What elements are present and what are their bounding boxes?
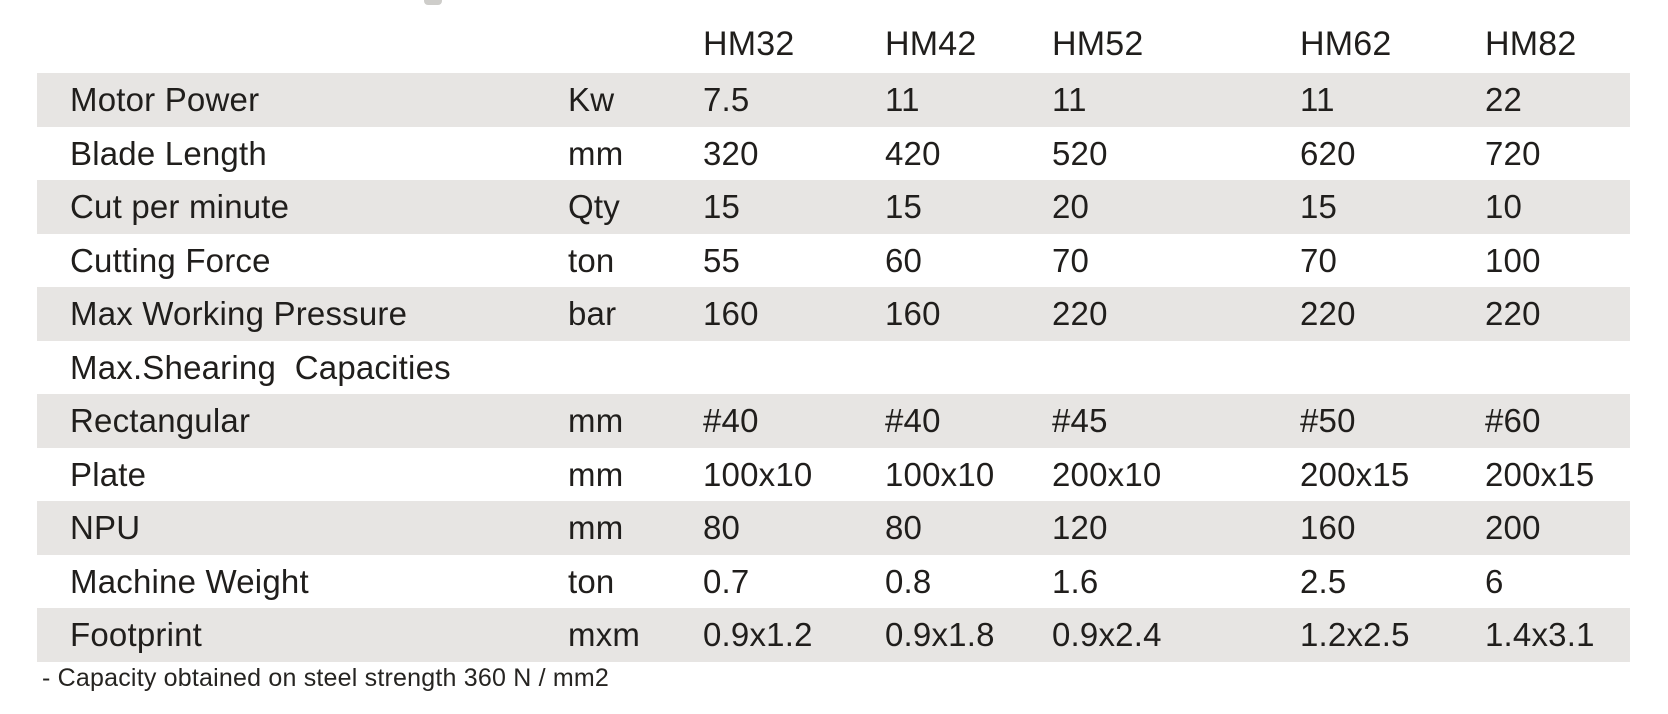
cell-value: 6 (1485, 562, 1504, 600)
cell-value: 220 (1485, 295, 1541, 333)
row-label: Footprint (70, 616, 203, 654)
table-row-cutting-force (37, 234, 1630, 288)
table-row-machine-weight (37, 555, 1630, 609)
table-row-max-working-pressure (37, 287, 1630, 341)
row-label: Cut per minute (70, 188, 290, 226)
row-unit: mm (568, 402, 624, 440)
table-row-npu (37, 501, 1630, 555)
column-header-hm32: HM32 (703, 25, 795, 63)
cell-value: #40 (885, 402, 941, 440)
cell-value: 420 (885, 134, 941, 172)
row-unit: ton (568, 241, 615, 279)
cell-value: 620 (1300, 134, 1356, 172)
cell-value: 1.4x3.1 (1485, 616, 1595, 654)
row-label: Blade Length (70, 134, 267, 172)
cell-value: #50 (1300, 402, 1356, 440)
cell-value: 1.2x2.5 (1300, 616, 1410, 654)
column-header-hm42: HM42 (885, 25, 977, 63)
cell-value: 1.6 (1052, 562, 1099, 600)
cell-value: 7.5 (703, 81, 750, 119)
cell-value: 80 (885, 509, 923, 547)
cell-value: 120 (1052, 509, 1108, 547)
cell-value: #40 (703, 402, 759, 440)
table-row-plate (37, 448, 1630, 502)
cell-value: 70 (1052, 241, 1090, 279)
cell-value: 70 (1300, 241, 1338, 279)
cell-value: 0.8 (885, 562, 932, 600)
cell-value: 200x10 (1052, 455, 1162, 493)
cell-value: 720 (1485, 134, 1541, 172)
cell-value: 55 (703, 241, 741, 279)
specification-table (37, 20, 1630, 662)
row-unit: bar (568, 295, 617, 333)
row-label: Plate (70, 455, 147, 493)
table-row-footprint (37, 608, 1630, 662)
cell-value: 11 (885, 81, 920, 119)
table-row-motor-power (37, 73, 1630, 127)
cell-value: 2.5 (1300, 562, 1347, 600)
cropped-text-artifact (424, 0, 442, 5)
table-row-blade-length (37, 127, 1630, 181)
cell-value: 100 (1485, 241, 1541, 279)
cell-value: #60 (1485, 402, 1541, 440)
row-unit: mm (568, 509, 624, 547)
cell-value: 11 (1052, 81, 1087, 119)
row-label: NPU (70, 509, 141, 547)
cell-value: 60 (885, 241, 923, 279)
cell-value: 15 (885, 188, 923, 226)
row-unit: mxm (568, 616, 641, 654)
table-header-row (37, 20, 1630, 73)
cell-value: 15 (1300, 188, 1338, 226)
cell-value: 0.7 (703, 562, 750, 600)
row-unit: mm (568, 455, 624, 493)
row-label: Max Working Pressure (70, 295, 408, 333)
table-row-cut-per-minute (37, 180, 1630, 234)
column-header-hm52: HM52 (1052, 25, 1144, 63)
row-unit: mm (568, 134, 624, 172)
row-label: Motor Power (70, 81, 260, 119)
table-footnote: - Capacity obtained on steel strength 360 N / mm2 (42, 664, 610, 692)
cell-value: 80 (703, 509, 741, 547)
table-row-rectangular (37, 394, 1630, 448)
row-unit: ton (568, 562, 615, 600)
row-label: Machine Weight (70, 562, 309, 600)
cell-value: 320 (703, 134, 759, 172)
cell-value: 20 (1052, 188, 1090, 226)
cell-value: 200 (1485, 509, 1541, 547)
cell-value: #45 (1052, 402, 1108, 440)
cell-value: 100x10 (703, 455, 813, 493)
cell-value: 100x10 (885, 455, 995, 493)
row-label: Rectangular (70, 402, 251, 440)
row-label: Max.Shearing Capacities (70, 348, 451, 386)
column-header-hm82: HM82 (1485, 25, 1577, 63)
row-unit: Kw (568, 81, 615, 119)
table-row-max-shearing-capacities (37, 341, 1630, 395)
cell-value: 520 (1052, 134, 1108, 172)
cell-value: 200x15 (1300, 455, 1410, 493)
column-header-hm62: HM62 (1300, 25, 1392, 63)
cell-value: 160 (703, 295, 759, 333)
cell-value: 160 (885, 295, 941, 333)
row-unit: Qty (568, 188, 620, 226)
cell-value: 0.9x2.4 (1052, 616, 1162, 654)
cell-value: 0.9x1.8 (885, 616, 995, 654)
cell-value: 10 (1485, 188, 1523, 226)
cell-value: 15 (703, 188, 741, 226)
cell-value: 220 (1052, 295, 1108, 333)
row-label: Cutting Force (70, 241, 271, 279)
cell-value: 200x15 (1485, 455, 1595, 493)
cell-value: 11 (1300, 81, 1335, 119)
cell-value: 220 (1300, 295, 1356, 333)
cell-value: 0.9x1.2 (703, 616, 813, 654)
cell-value: 160 (1300, 509, 1356, 547)
cell-value: 22 (1485, 81, 1523, 119)
